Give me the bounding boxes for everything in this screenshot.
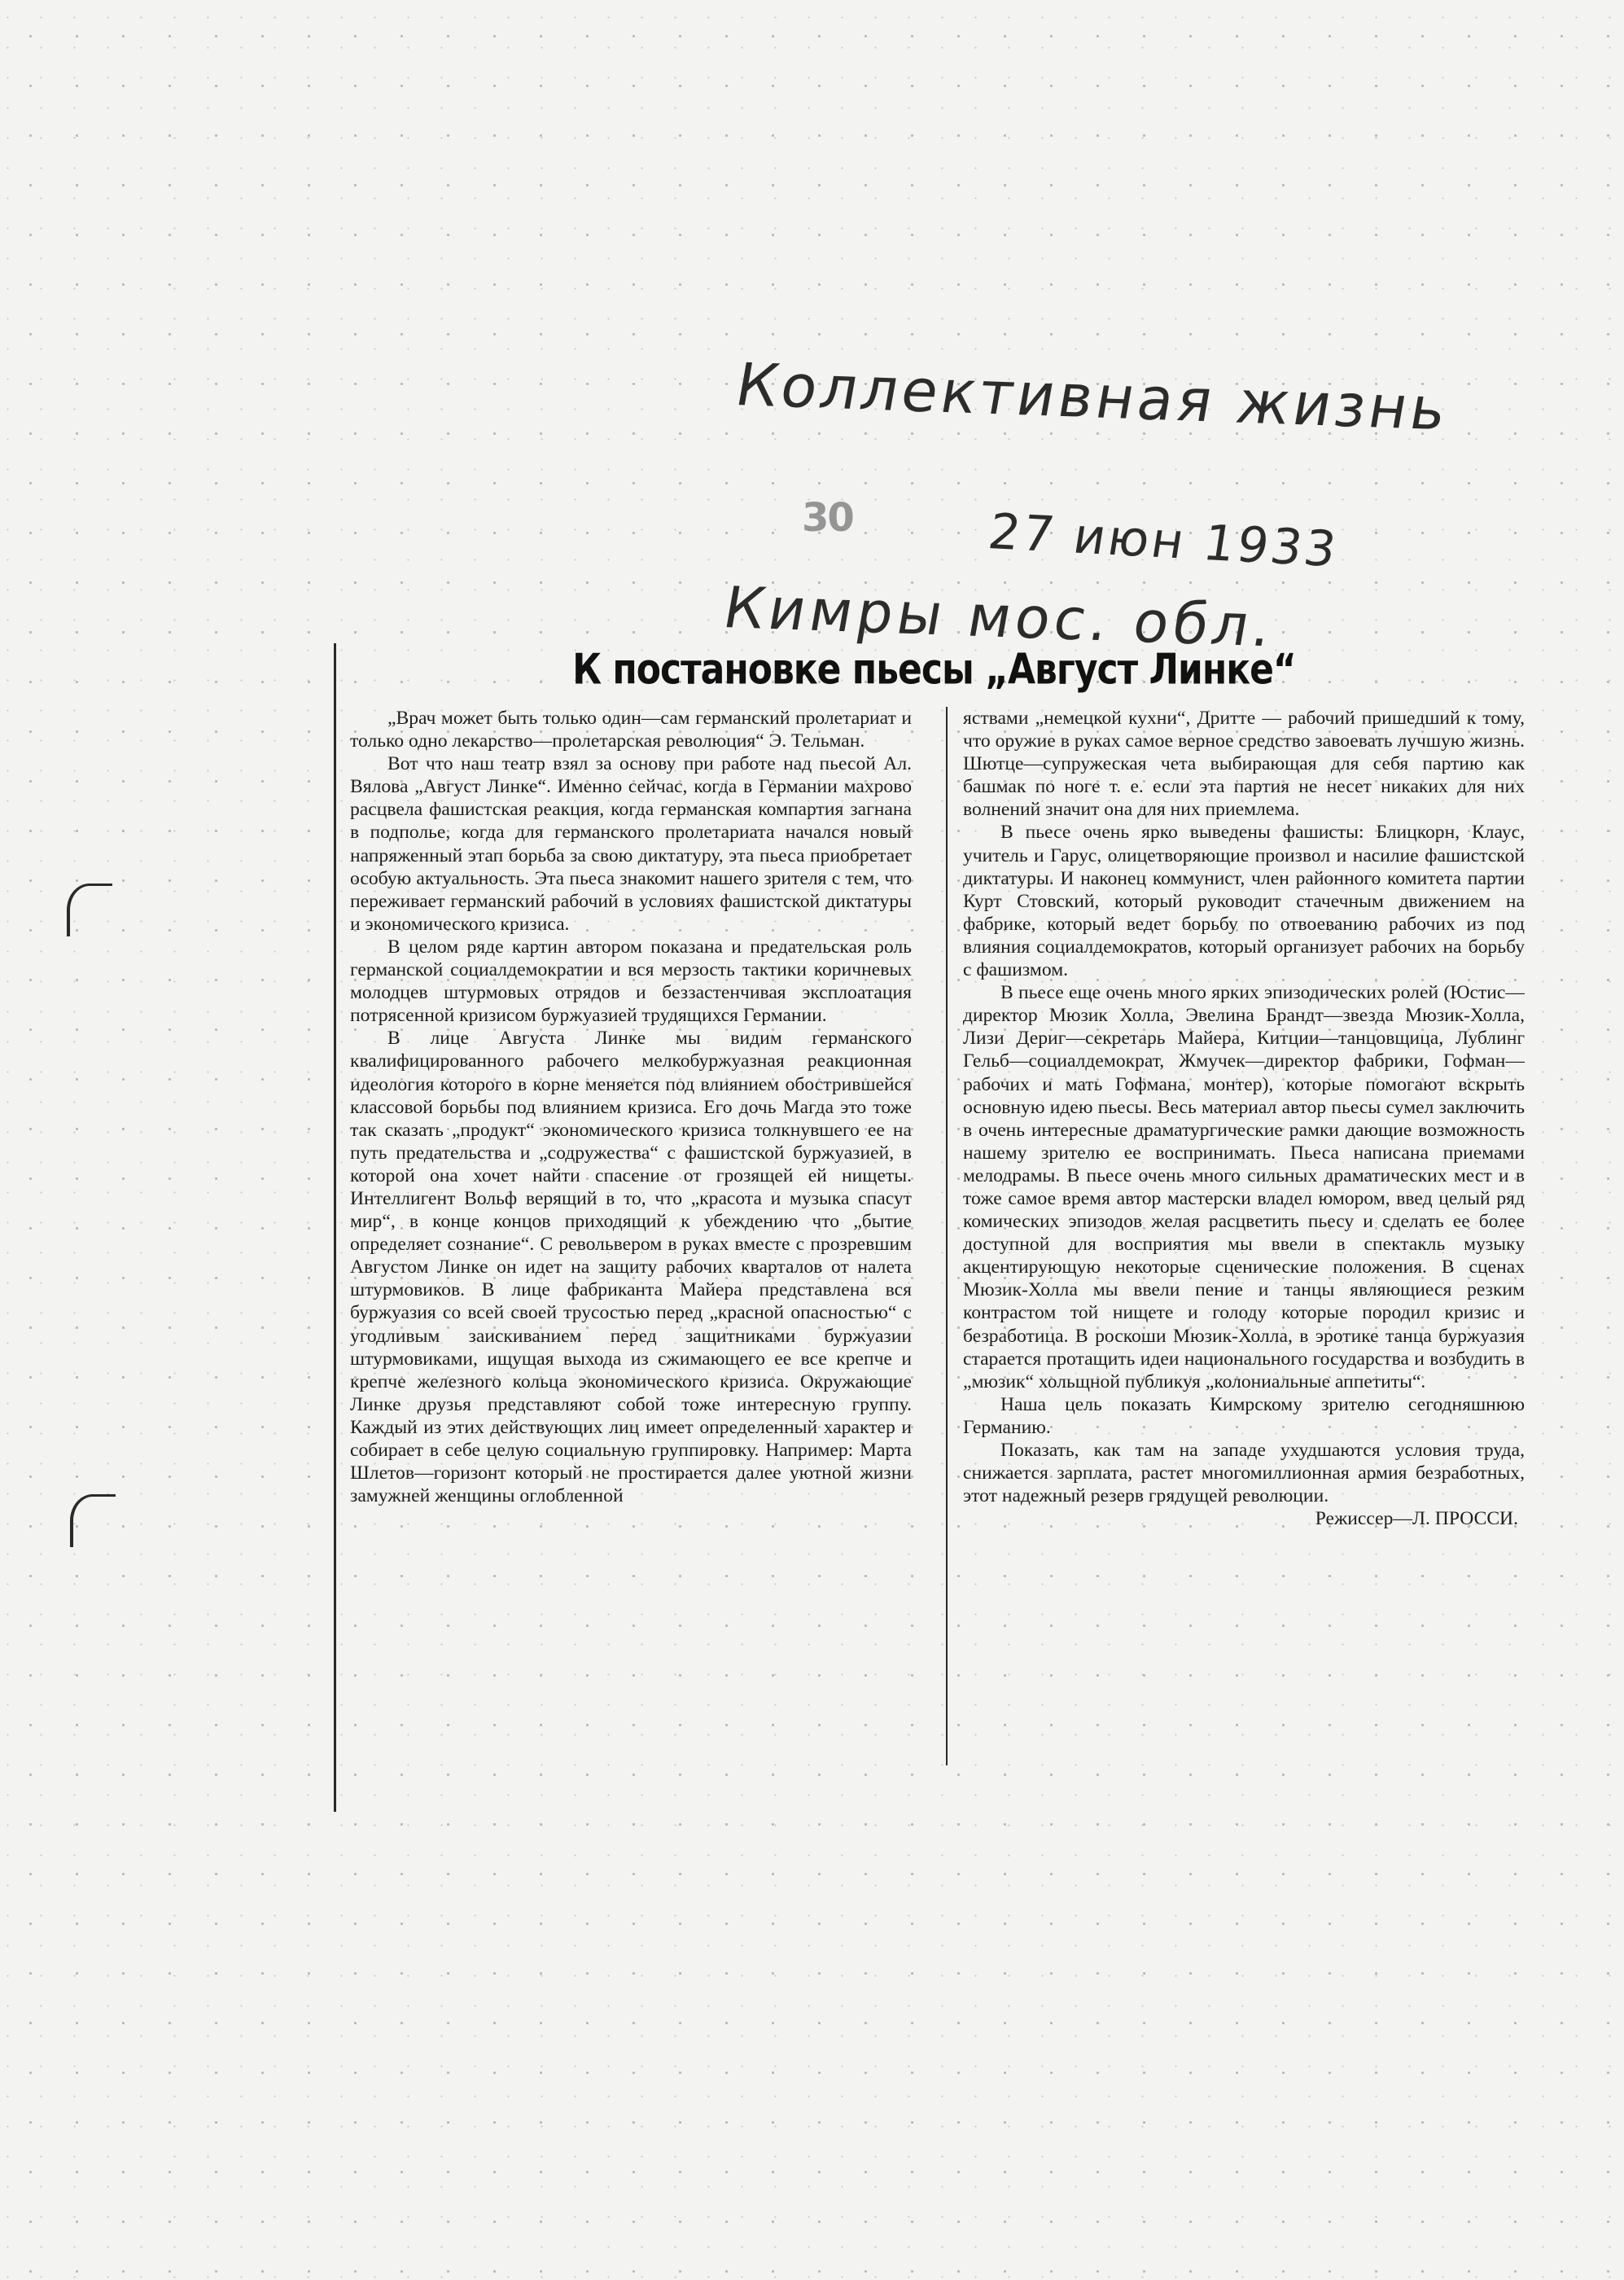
- article-paragraph: В пьесе очень ярко выведены фашисты: Блицкорн, Клаус, учитель и Гарус, олицетворяющие произвол и насилие фашистской диктатуры. И наконец коммунист, член районного комитета партии Курт Стовский, который руководит стачечным движением на фабрике, который ведет борьбу по отвоеванию рабочих из под влияния социалдемократов, который организует рабочих на борьбу с фашизмом.: [963, 822, 1525, 981]
- punch-hole-bottom: [70, 1494, 116, 1547]
- article-paragraph: яствами „немецкой кухни“, Дритте — рабочий пришедший к тому, что оружие в руках самое верное средство завоевать лучшую жизнь. Шютце—супружеская чета выбирающая для себя партию как башмак по ноге т. е. если эта партия не несет никаких для них волнений значит она для них приемлема.: [963, 708, 1525, 821]
- article-column-right: [963, 707, 1525, 1798]
- article-paragraph: Наша цель показать Кимрскому зрителю сегодняшнюю Германию.: [963, 1393, 1525, 1438]
- article-headline: К постановке пьесы „Август Линке“: [572, 645, 1296, 695]
- handwritten-place: Кимры мос. обл.: [718, 574, 1281, 660]
- author-signature: Режиссер—Л. ПРОССИ.: [1315, 1508, 1518, 1530]
- handwritten-date: 27 июн 1933: [984, 503, 1342, 579]
- article-paragraph: В пьесе еще очень много ярких эпизодических ролей (Юстис—директор Мюзик Холла, Эвелина Брандт—звезда Мюзик-Холла, Лизи Дериг—секретарь Майера, Китции—танцовщица, Лублинг Гельб—социалдемократ, Жмучек—директор фабрики, Гофман—рабочих и мать Гофмана, монтер), которые помогают вскрыть основную идею пьесы. Весь материал автор пьесы сумел заключить в очень интересные драматургические рамки дающие возможность нашему зрителю ее воспринимать. Пьеса написана приемами мелодрамы. В пьесе очень много сильных драматических мест и в тоже самое время автор мастерски владел юмором, введ целый ряд комических эпизодов желая расцветить пьесу и сделать ее более доступной для восприятия мы ввели в спектакль музыку акцентирующую некоторые сценические положения. В сценах Мюзик-Холла мы ввели пение и танцы являющиеся резким контрастом той нищете и голоду которые породил кризис и безработица. В роскоши Мюзик-Холла, в эротике танца буржуазия старается протащить идеи национального государства и возбудить в „мюзик“ хольщной публикуя „колониальные аппетиты“.: [963, 982, 1525, 1392]
- article-paragraph: „Врач может быть только один—сам германский пролетариат и только одно лекарство—пролетарская революция“ Э. Тельман.: [350, 708, 912, 752]
- stamp-number: 30: [802, 495, 853, 541]
- handwritten-newspaper-name: Коллективная жизнь: [730, 350, 1455, 444]
- newspaper-clipping: [334, 643, 1534, 1812]
- article-paragraph: В лице Августа Линке мы видим германского квалифицированного рабочего мелкобуржуазная реакционная идеология которого в корне меняется под влиянием обострившейся классовой борьбы под влиянием кризиса. Его дочь Магда это тоже так сказать „продукт“ экономического кризиса толкнувшего ее на путь предательства и „содружества“ с фашистской буржуазией, в которой она хочет найти спасение от грозящей ей нищеты. Интеллигент Вольф верящий в то, что „красота и музыка спасут мир“, в конце концов приходящий к убеждению что „бытие определяет сознание“. С револьвером в руках вместе с прозревшим Августом Линке он идет на защиту рабочих кварталов от налета штурмовиков. В лице фабриканта Майера представлена вся буржуазия со всей своей трусостью перед „красной опасностью“ с угодливым заискиванием перед защитниками буржуазии штурмовиками, ищущая выхода из сжимающего ее все крепче и крепче железного кольца экономического кризиса. Окружающие Линке друзья представляют собой тоже интересную группу. Каждый из этих действующих лиц имеет определенный характер и собирает в себе целую социальную группировку. Например: Марта Шлетов—горизонт который не простирается далее уютной жизни замужней женщины оглобленной: [350, 1028, 912, 1507]
- article-paragraph: Показать, как там на западе ухудшаются условия труда, снижается зарплата, растет многомиллионная армия безработных, этот надежный резерв грядущей революции.: [963, 1440, 1525, 1507]
- article-column-left: [350, 707, 912, 1798]
- punch-hole-top: [67, 884, 112, 936]
- article-paragraph: В целом ряде картин автором показана и предательская роль германской социалдемократии и вся мерзость тактики коричневых молодцев штурмовых отрядов и беззастенчивая эксплоатация потрясенной кризисом буржуазией трудящихся Германии.: [350, 936, 912, 1027]
- article-paragraph: Вот что наш театр взял за основу при работе над пьесой Ал. Вялова „Август Линке“. Именно сейчас, когда в Германии махрово расцвела фашистская реакция, когда германская компартия загнана в подполье, когда для германского пролетариата начался новый напряженный этап борьба за свою диктатуру, эта пьеса приобретает особую актуальность. Эта пьеса знакомит нашего зрителя с тем, что переживает германский рабочий в условиях фашистской диктатуры и экономического кризиса.: [350, 753, 912, 935]
- column-divider: [946, 707, 948, 1765]
- clipping-edge: [334, 643, 336, 1812]
